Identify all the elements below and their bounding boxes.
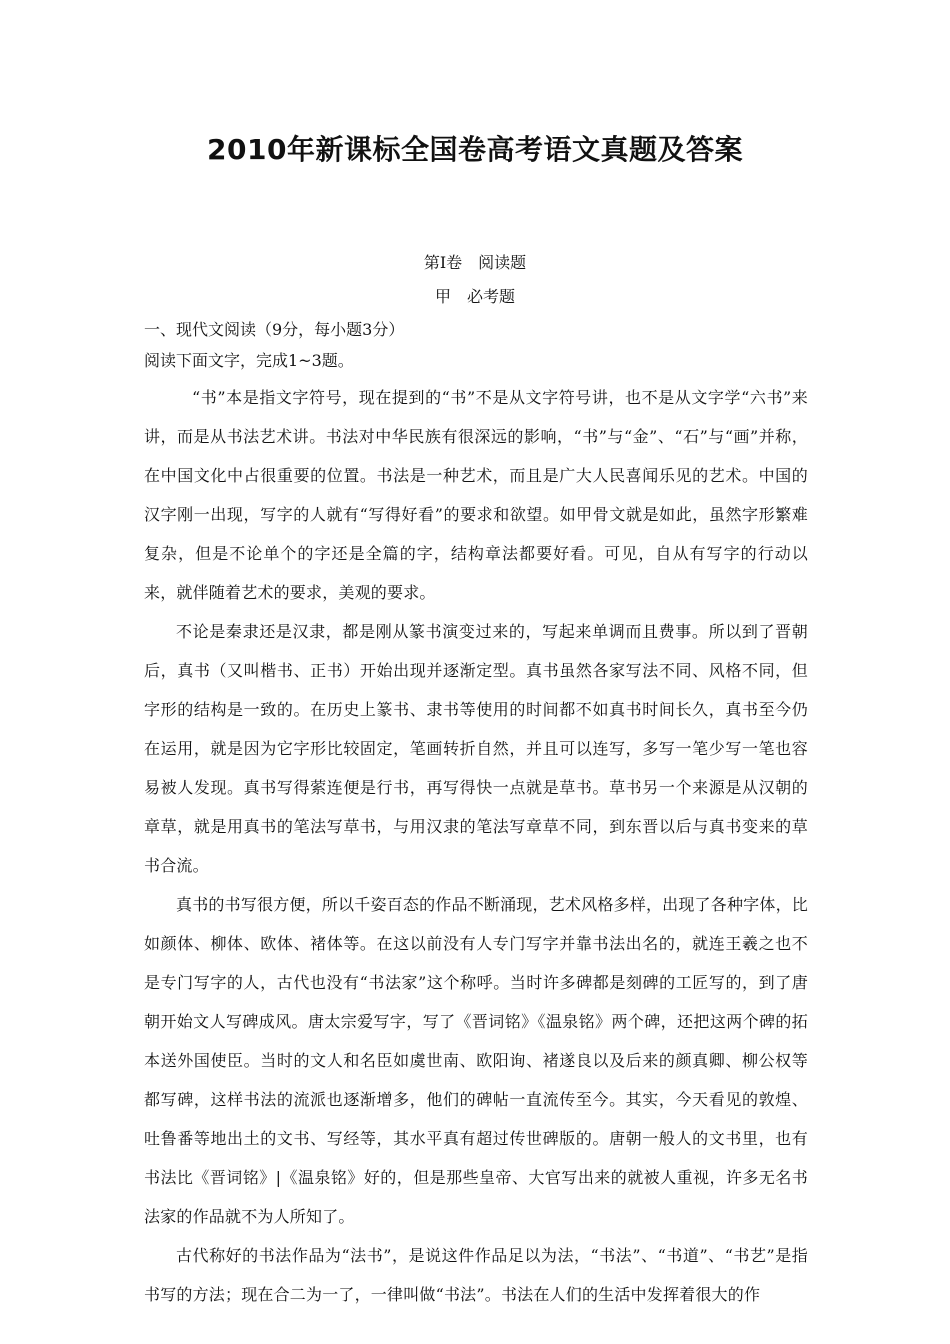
paragraph-2: 不论是秦隶还是汉隶，都是刚从篆书演变过来的，写起来单调而且费事。所以到了晋朝后，真书（又叫楷书、正书）开始出现并逐渐定型。真书虽然各家写法不同、风格不同，但字形的结构是一致的。在历史上篆书、隶书等使用的时间都不如真书时间长久，真书至今仍在运用，就是因为它字形比较固定，笔画转折自然，并且可以连写，多写一笔少写一笔也容易被人发现。真书写得萦连便是行书，再写得快一点就是草书。草书另一个来源是从汉朝的章草，就是用真书的笔法写草书，与用汉隶的笔法写章草不同，到东晋以后与真书变来的草书合流。 (144, 622, 808, 875)
document-body (144, 316, 808, 1314)
question-header: 一、现代文阅读（9分，每小题3分） (144, 320, 405, 339)
paragraph-1: “书”本是指文字符号，现在提到的“书”不是从文字符号讲，也不是从文字学“六书”来讲，而是从书法艺术讲。书法对中华民族有很深远的影响，“书”与“金”、“石”与“画”并称，在中国文化中占很重要的位置。书法是一种艺术，而且是广大人民喜闻乐见的艺术。中国的汉字刚一出现，写字的人就有“写得好看”的要求和欲望。如甲骨文就是如此，虽然字形繁难复杂，但是不论单个的字还是全篇的字，结构章法都要好看。可见，自从有写字的行动以来，就伴随着艺术的要求，美观的要求。 (144, 388, 808, 602)
section-title: 第Ⅰ卷 阅读题 (423, 253, 527, 272)
document-title: 2010年新课标全国卷高考语文真题及答案 (207, 133, 743, 166)
paragraph-4: 古代称好的书法作品为“法书”，是说这件作品足以为法，“书法”、“书道”、“书艺”是指书写的方法；现在合二为一了，一律叫做“书法”。书法在人们的生活中发挥着很大的作 (144, 1246, 808, 1304)
subsection-title: 甲 必考题 (434, 287, 515, 306)
reading-instruction: 阅读下面文字，完成1~3题。 (144, 351, 354, 370)
paragraph-3: 真书的书写很方便，所以千姿百态的作品不断涌现，艺术风格多样，出现了各种字体，比如颜体、柳体、欧体、褚体等。在这以前没有人专门写字并靠书法出名的，就连王羲之也不是专门写字的人，古代也没有“书法家”这个称呼。当时许多碑都是刻碑的工匠写的，到了唐朝开始文人写碑成风。唐太宗爱写字，写了《晋词铭》《温泉铭》两个碑，还把这两个碑的拓本送外国使臣。当时的文人和名臣如虞世南、欧阳询、褚遂良以及后来的颜真卿、柳公权等都写碑，这样书法的流派也逐渐增多，他们的碑帖一直流传至今。其实，今天看见的敦煌、吐鲁番等地出土的文书、写经等，其水平真有超过传世碑版的。唐朝一般人的文书里，也有书法比《晋词铭》|《温泉铭》好的，但是那些皇帝、大官写出来的就被人重视，许多无名书法家的作品就不为人所知了。 (144, 895, 808, 1226)
